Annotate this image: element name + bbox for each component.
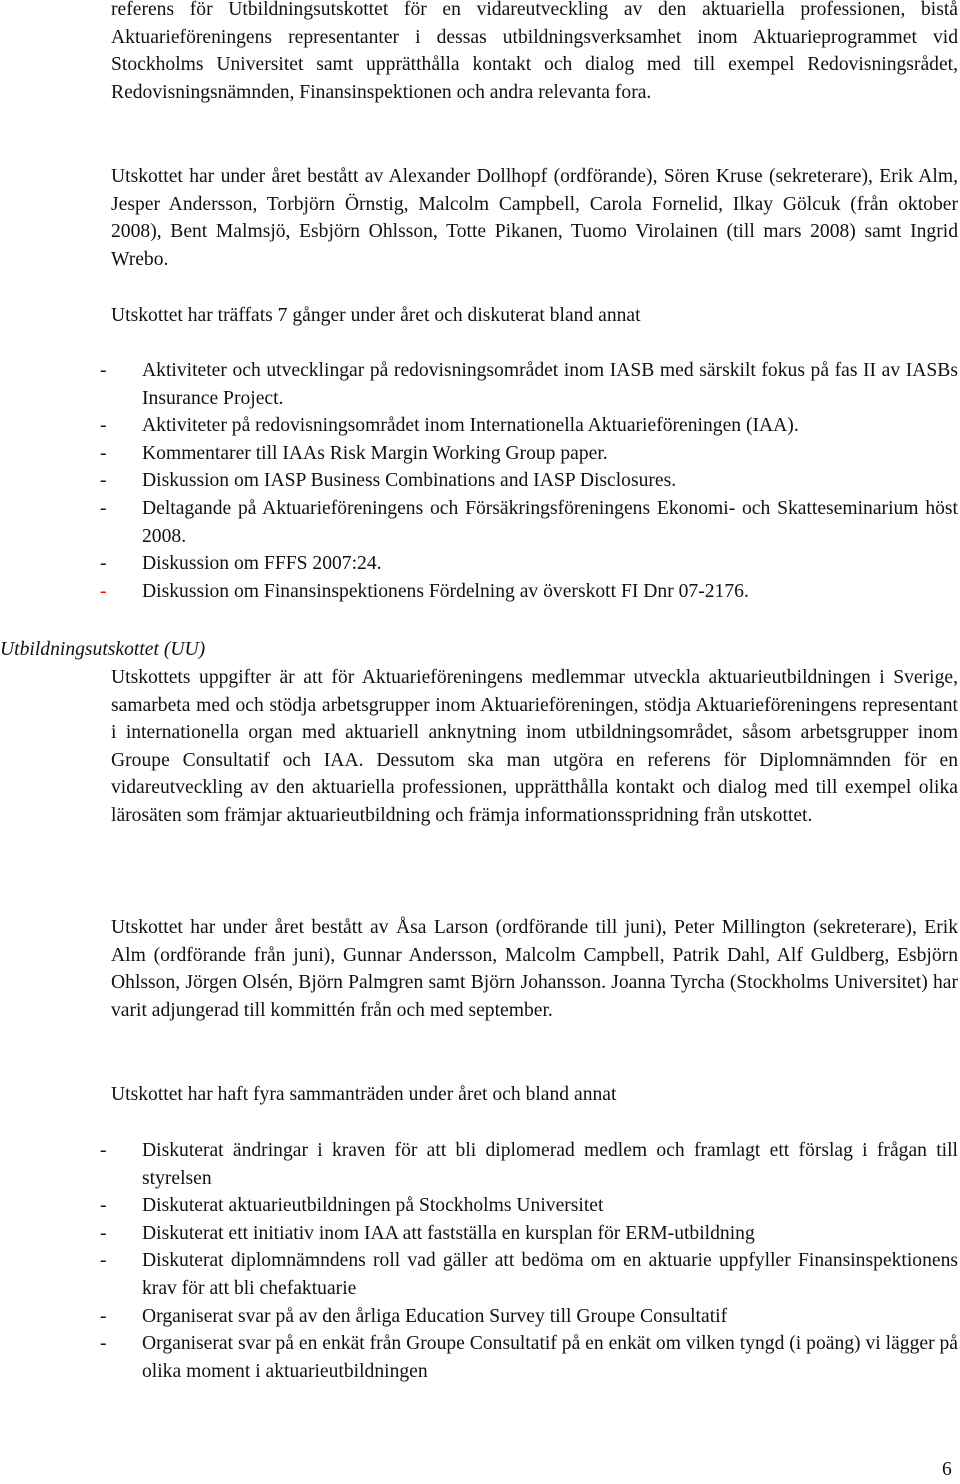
list-dash: - [100, 1333, 107, 1355]
utbildning-meetings-intro: Utskottet har haft fyra sammanträden under året och bland annat [111, 1084, 617, 1105]
list-dash-highlighted: - [100, 580, 107, 602]
list-item-text: Diskussion om Finansinspektionens Fördelning av överskott FI Dnr 07-2176. [142, 580, 749, 602]
list-dash: - [100, 360, 107, 381]
list-dash: - [100, 442, 107, 464]
intro-section [111, 0, 958, 106]
list-item-text: Aktiviteter och utvecklingar på redovisningsområdet inom IASB med särskilt fokus på fas II av IASBs Insurance Project. [142, 360, 958, 409]
list-dash: - [100, 415, 107, 437]
list-item [100, 357, 958, 412]
list-item [100, 1303, 958, 1331]
intro-paragraph: referens för Utbildningsutskottet för en vidareutveckling av den aktuariella professionen, bistå Aktuarieföreningens representanter i dessas utbildningsverksamhet inom Aktuarieprogrammet vid Stockholms Universitet samt upprätthålla kontakt och dialog med till exempel Redovisningsrådet, Redovisningsnämnden, Finansinspektionen och andra relevanta fora. [111, 0, 958, 103]
list-dash: - [100, 1250, 107, 1272]
redovisning-meetings-intro: Utskottet har träffats 7 gånger under året och diskuterat bland annat [111, 305, 641, 326]
list-dash: - [100, 553, 107, 575]
redovisning-members-section [111, 163, 958, 273]
list-item-text: Diskussion om FFFS 2007:24. [142, 553, 382, 575]
list-dash: - [100, 470, 107, 492]
list-dash: - [100, 1305, 107, 1327]
list-item [100, 1192, 958, 1220]
list-item [100, 1247, 958, 1302]
list-item [100, 440, 958, 468]
list-item-text: Organiserat svar på av den årliga Education Survey till Groupe Consultatif [142, 1305, 728, 1327]
list-item [100, 1330, 958, 1385]
list-item-text: Deltagande på Aktuarieföreningens och Försäkringsföreningens Ekonomi- och Skatteseminarium höst 2008. [142, 497, 958, 547]
list-item-text: Aktiviteter på redovisningsområdet inom Internationella Aktuarieföreningen (IAA). [142, 415, 799, 437]
redovisning-meetings-section [111, 302, 958, 330]
page-number: 6 [942, 1459, 952, 1480]
list-item [100, 1137, 958, 1192]
redovisning-topics-list [100, 357, 958, 605]
utbildning-meetings-section [111, 1081, 958, 1109]
list-item [100, 412, 958, 440]
utbildning-members-paragraph: Utskottet har under året bestått av Åsa Larson (ordförande till juni), Peter Millington (sekreterare), Erik Alm (ordförande från juni), Gunnar Andersson, Malcolm Campbell, Patrik Dahl, Alf Guldberg, Esbjörn Ohlsson, Jörgen Olsén, Björn Palmgren samt Björn Johansson. Joanna Tyrcha (Stockholms Universitet) har varit adjungerad till kommittén från och med september. [111, 917, 958, 1021]
list-dash: - [100, 1222, 107, 1244]
list-item-text: Diskuterat ett initiativ inom IAA att fastställa en kursplan för ERM-utbildning [142, 1222, 755, 1244]
list-dash: - [100, 497, 107, 519]
list-item-text: Diskussion om IASP Business Combinations and IASP Disclosures. [142, 470, 677, 492]
list-item [100, 578, 958, 606]
utbildning-topics-list [100, 1137, 958, 1385]
list-item [100, 550, 958, 578]
utbildning-members-section [111, 914, 958, 1024]
list-item [100, 467, 958, 495]
utbildning-tasks-paragraph: Utskottets uppgifter är att för Aktuarieföreningens medlemmar utveckla aktuarieutbildningen i Sverige, samarbeta med och stödja arbetsgrupper inom Aktuarieföreningen, stödja Aktuarieföreningens representant i internationella organ med aktuariell anknytning inom utbildningsområdet, såsom arbetsgrupper inom Groupe Consultatif och IAA. Dessutom ska man utgöra en referens för Diplomnämnden för en vidareutveckling av den aktuariella professionen, upprätthålla kontakt och dialog med till exempel olika lärosäten som främjar aktuarieutbildning och främja informationsspridning från utskottet. [111, 667, 958, 826]
section-heading-utbildningsutskottet: Utbildningsutskottet (UU) [0, 639, 206, 660]
list-item-text: Organiserat svar på en enkät från Groupe Consultatif på en enkät om vilken tyngd (i poäng) vi lägger på olika moment i aktuarieutbildningen [142, 1333, 958, 1382]
list-item-text: Diskuterat ändringar i kraven för att bli diplomerad medlem och framlagt ett förslag i frågan till styrelsen [142, 1140, 958, 1189]
list-item-text: Kommentarer till IAAs Risk Margin Working Group paper. [142, 442, 608, 464]
list-item [100, 495, 958, 550]
list-item-text: Diskuterat aktuarieutbildningen på Stockholms Universitet [142, 1195, 604, 1217]
list-dash: - [100, 1195, 107, 1217]
utbildning-tasks-section [111, 664, 958, 830]
list-item [100, 1220, 958, 1248]
redovisning-members-paragraph: Utskottet har under året bestått av Alexander Dollhopf (ordförande), Sören Kruse (sekreterare), Erik Alm, Jesper Andersson, Torbjörn Örnstig, Malcolm Campbell, Carola Fornelid, Ilkay Gölcuk (från oktober 2008), Bent Malmsjö, Esbjörn Ohlsson, Totte Pikanen, Tuomo Virolainen (till mars 2008) samt Ingrid Wrebo. [111, 166, 958, 270]
list-dash: - [100, 1140, 107, 1161]
list-item-text: Diskuterat diplomnämndens roll vad gäller att bedöma om en aktuarie uppfyller Finansinspektionens krav för att bli chefaktuarie [142, 1250, 958, 1299]
